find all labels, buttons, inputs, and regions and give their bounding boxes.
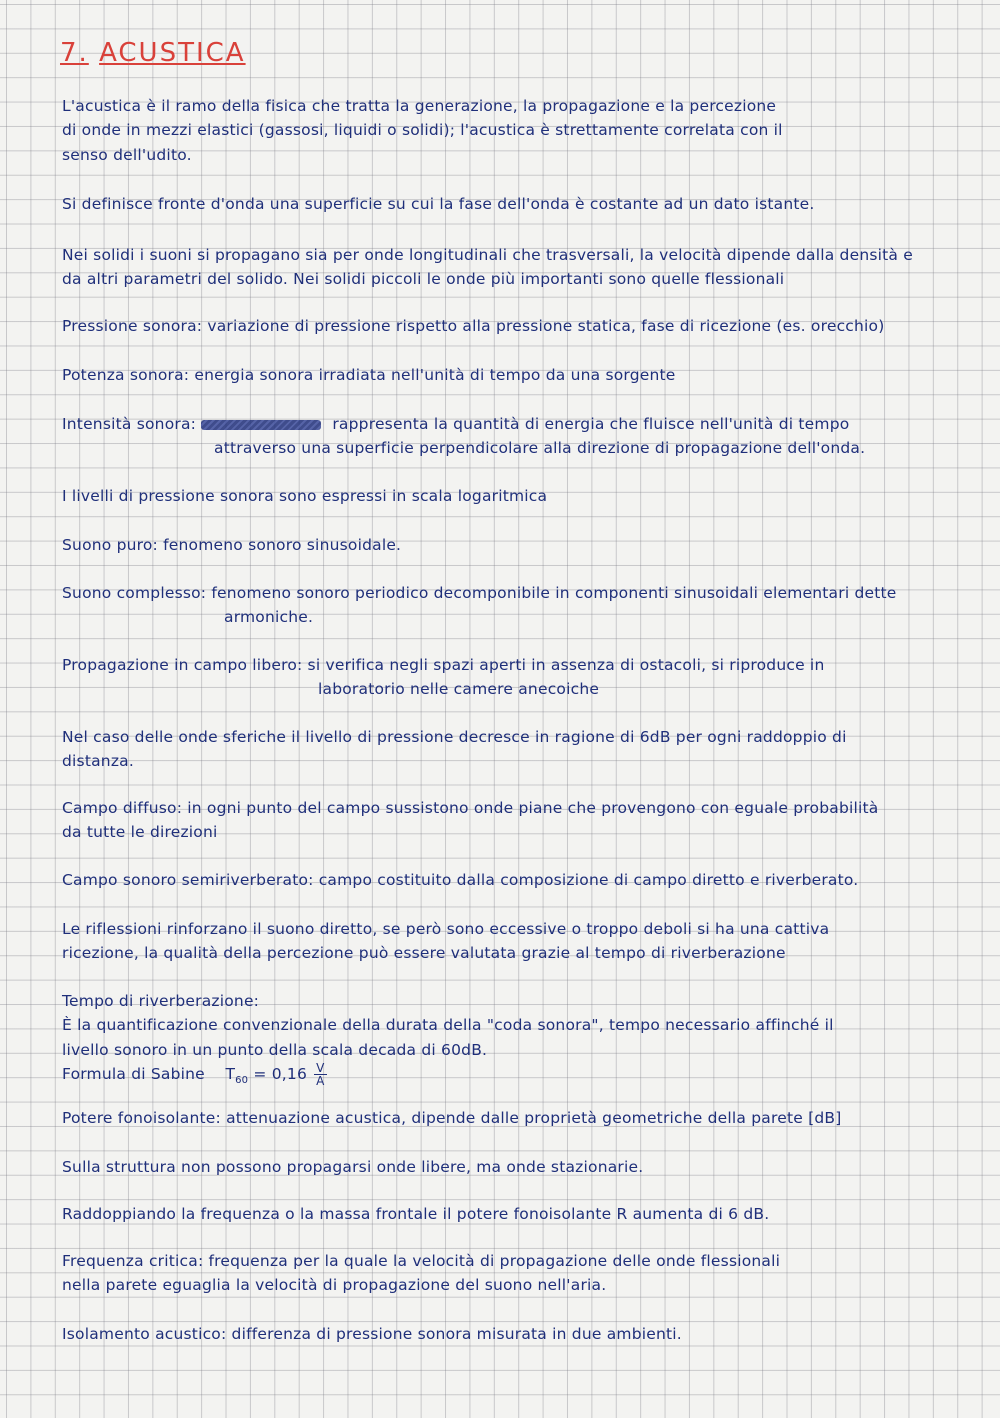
text-line: attraverso una superficie perpendicolare alla direzione di propagazione dell'onda.	[214, 439, 866, 458]
text-line: Suono complesso: fenomeno sonoro periodico decomponibile in componenti sinusoidali elementari dette	[62, 584, 897, 602]
paragraph-intro	[62, 94, 952, 167]
paragraph-potenza-sonora	[62, 363, 952, 387]
paragraph-onde-sferiche	[62, 725, 952, 774]
text-line: senso dell'udito.	[62, 145, 192, 164]
formula-equals: = 0,16	[253, 1065, 308, 1084]
title-text: ACUSTICA	[99, 38, 246, 68]
text-line: Si definisce fronte d'onda una superficie su cui la fase dell'onda è costante ad un dato istante.	[62, 195, 815, 213]
text-line: È la quantificazione convenzionale della durata della "coda sonora", tempo necessario affinché il	[62, 1016, 834, 1035]
formula-subscript: 60	[235, 1075, 249, 1087]
text-line: Potere fonoisolante: attenuazione acustica, dipende dalle proprietà geometriche della parete [dB]	[62, 1109, 842, 1127]
text-line: Pressione sonora: variazione di pressione rispetto alla pressione statica, fase di ricezione (es. orecchio)	[62, 317, 885, 335]
fraction-numerator: V	[316, 1061, 325, 1076]
title-number: 7.	[60, 38, 89, 68]
text-line: Propagazione in campo libero: si verifica negli spazi aperti in assenza di ostacoli, si riproduce in	[62, 656, 825, 674]
paragraph-frequenza-critica	[62, 1249, 952, 1298]
text-line: Campo sonoro semiriverberato: campo costituito dalla composizione di campo diretto e riverberato.	[62, 871, 859, 889]
sabine-formula	[62, 1062, 952, 1094]
text-line: di onde in mezzi elastici (gassosi, liquidi o solidi); l'acustica è strettamente correlata con il	[62, 121, 783, 140]
text-line: Campo diffuso: in ogni punto del campo sussistono onde piane che provengono con eguale probabilità	[62, 799, 879, 817]
paragraph-raddoppiando	[62, 1202, 952, 1226]
paragraph-isolamento	[62, 1322, 952, 1346]
paragraph-pressione-sonora	[62, 314, 952, 338]
paragraph-solidi	[62, 243, 952, 292]
text-line: Potenza sonora: energia sonora irradiata nell'unità di tempo da una sorgente	[62, 366, 676, 384]
text-line: Isolamento acustico: differenza di pressione sonora misurata in due ambienti.	[62, 1325, 682, 1343]
text-line: I livelli di pressione sonora sono espressi in scala logaritmica	[62, 487, 548, 505]
paragraph-semiriverberato	[62, 868, 952, 892]
paragraph-campo-libero	[62, 653, 952, 702]
paragraph-potere-fonoisolante	[62, 1106, 952, 1130]
intensita-label: Intensità sonora:	[62, 415, 197, 433]
text-line: laboratorio nelle camere anecoiche	[318, 680, 600, 699]
formula-lhs: T	[225, 1065, 236, 1084]
paragraph-suono-puro	[62, 533, 952, 557]
paragraph-campo-diffuso	[62, 796, 952, 845]
paragraph-livelli	[62, 484, 952, 508]
text-line: da altri parametri del solido. Nei solidi piccoli le onde più importanti sono quelle flessionali	[62, 270, 785, 289]
formula-label: Formula di Sabine	[62, 1065, 205, 1084]
text-line: ricezione, la qualità della percezione può essere valutata grazie al tempo di riverberazione	[62, 944, 786, 963]
text-line: da tutte le direzioni	[62, 823, 218, 842]
fraction-denominator: A	[316, 1074, 325, 1089]
text-line: armoniche.	[224, 608, 314, 627]
paragraph-intensita-sonora	[62, 412, 952, 461]
text-line: Nei solidi i suoni si propagano sia per onde longitudinali che trasversali, la velocità dipende dalla densità e	[62, 246, 913, 264]
crossed-out-text	[201, 420, 321, 430]
paragraph-suono-complesso	[62, 581, 952, 630]
paragraph-riflessioni	[62, 917, 952, 966]
text-line: rappresenta la quantità di energia che fluisce nell'unità di tempo	[332, 415, 850, 433]
paragraph-struttura	[62, 1155, 952, 1179]
text-line: L'acustica è il ramo della fisica che tratta la generazione, la propagazione e la percezione	[62, 97, 777, 115]
text-line: nella parete eguaglia la velocità di propagazione del suono nell'aria.	[62, 1276, 607, 1295]
text-line: Le riflessioni rinforzano il suono diretto, se però sono eccessive o troppo deboli si ha una cattiva	[62, 920, 830, 938]
section-heading: Tempo di riverberazione:	[62, 992, 260, 1010]
text-line: distanza.	[62, 752, 134, 771]
text-line: Nel caso delle onde sferiche il livello di pressione decresce in ragione di 6dB per ogni raddoppio di	[62, 728, 847, 746]
page-title	[60, 38, 246, 68]
text-line: Raddoppiando la frequenza o la massa frontale il potere fonoisolante R aumenta di 6 dB.	[62, 1205, 770, 1223]
text-line: Frequenza critica: frequenza per la quale la velocità di propagazione delle onde flessionali	[62, 1252, 781, 1270]
text-line: Suono puro: fenomeno sonoro sinusoidale.	[62, 536, 402, 554]
paragraph-fronte-onda	[62, 192, 952, 216]
paragraph-tempo-riverberazione	[62, 989, 952, 1094]
formula-fraction	[314, 1062, 326, 1087]
text-line: Sulla struttura non possono propagarsi onde libere, ma onde stazionarie.	[62, 1158, 644, 1176]
text-line: livello sonoro in un punto della scala decada di 60dB.	[62, 1040, 488, 1059]
